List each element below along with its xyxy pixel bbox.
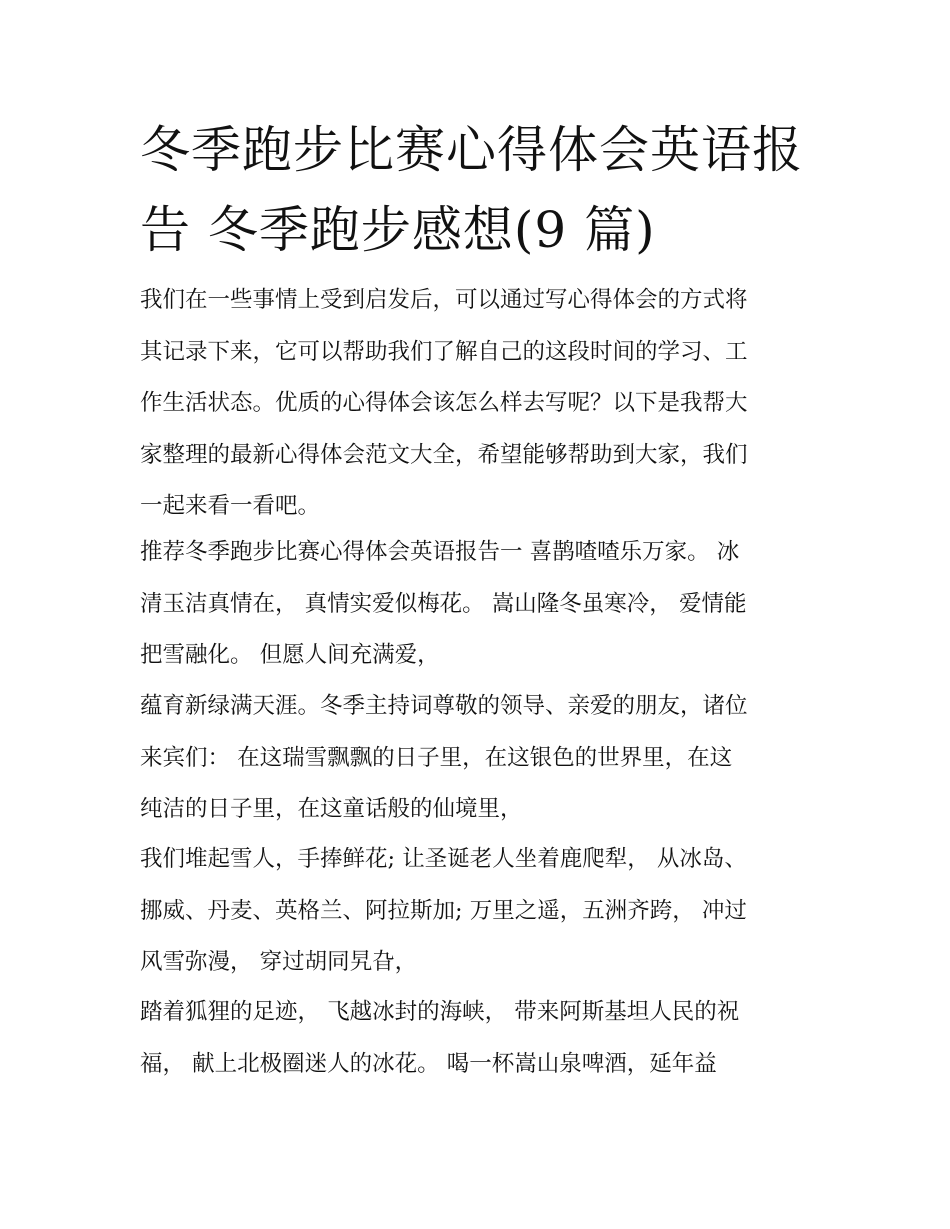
text-line: 来宾们： 在这瑞雪飘飘的日子里，在这银色的世界里，在这 (140, 744, 733, 771)
title-line: 冬季跑步比赛心得体会英语报 (140, 121, 803, 179)
text-line: 踏着狐狸的足迹， 飞越冰封的海峡， 带来阿斯基坦人民的祝 (140, 999, 740, 1025)
intro-paragraph (140, 275, 815, 533)
text-line: 风雪弥漫， 穿过胡同旯旮， (140, 949, 418, 975)
text-line: 一起来看一看吧。 (140, 493, 321, 519)
text-line: 挪威、丹麦、英格兰、阿拉斯加; 万里之遥，五洲齐跨， 冲过 (140, 897, 747, 924)
body-paragraph (140, 834, 815, 989)
text-line: 作生活状态。优质的心得体会该怎么样去写呢？以下是我帮大 (140, 390, 748, 416)
text-line: 我们在一些事情上受到启发后，可以通过写心得体会的方式将 (140, 287, 748, 313)
title-line: 告 冬季跑步感想(9 篇) (140, 201, 656, 259)
document-title (140, 110, 820, 270)
body-paragraph (140, 527, 815, 682)
text-line: 纯洁的日子里，在这童话般的仙境里， (140, 796, 523, 822)
body-paragraph (140, 681, 815, 836)
text-line: 福， 献上北极圈迷人的冰花。 喝一杯嵩山泉啤酒，延年益 (140, 1050, 717, 1077)
text-line: 我们堆起雪人，手捧鲜花; 让圣诞老人坐着鹿爬犁， 从冰岛、 (140, 846, 747, 872)
text-line: 清玉洁真情在， 真情实爱似梅花。 嵩山隆冬虽寒冷， 爱情能 (140, 590, 747, 617)
text-line: 推荐冬季跑步比赛心得体会英语报告一 喜鹊喳喳乐万家。 冰 (140, 539, 740, 565)
text-line: 家整理的最新心得体会范文大全，希望能够帮助到大家，我们 (140, 441, 748, 468)
text-line: 把雪融化。 但愿人间充满爱， (140, 642, 440, 668)
text-line: 其记录下来，它可以帮助我们了解自己的这段时间的学习、工 (140, 338, 748, 365)
text-line: 蕴育新绿满天涯。冬季主持词尊敬的领导、亲爱的朋友，诸位 (140, 693, 748, 719)
body-paragraph (140, 987, 815, 1090)
